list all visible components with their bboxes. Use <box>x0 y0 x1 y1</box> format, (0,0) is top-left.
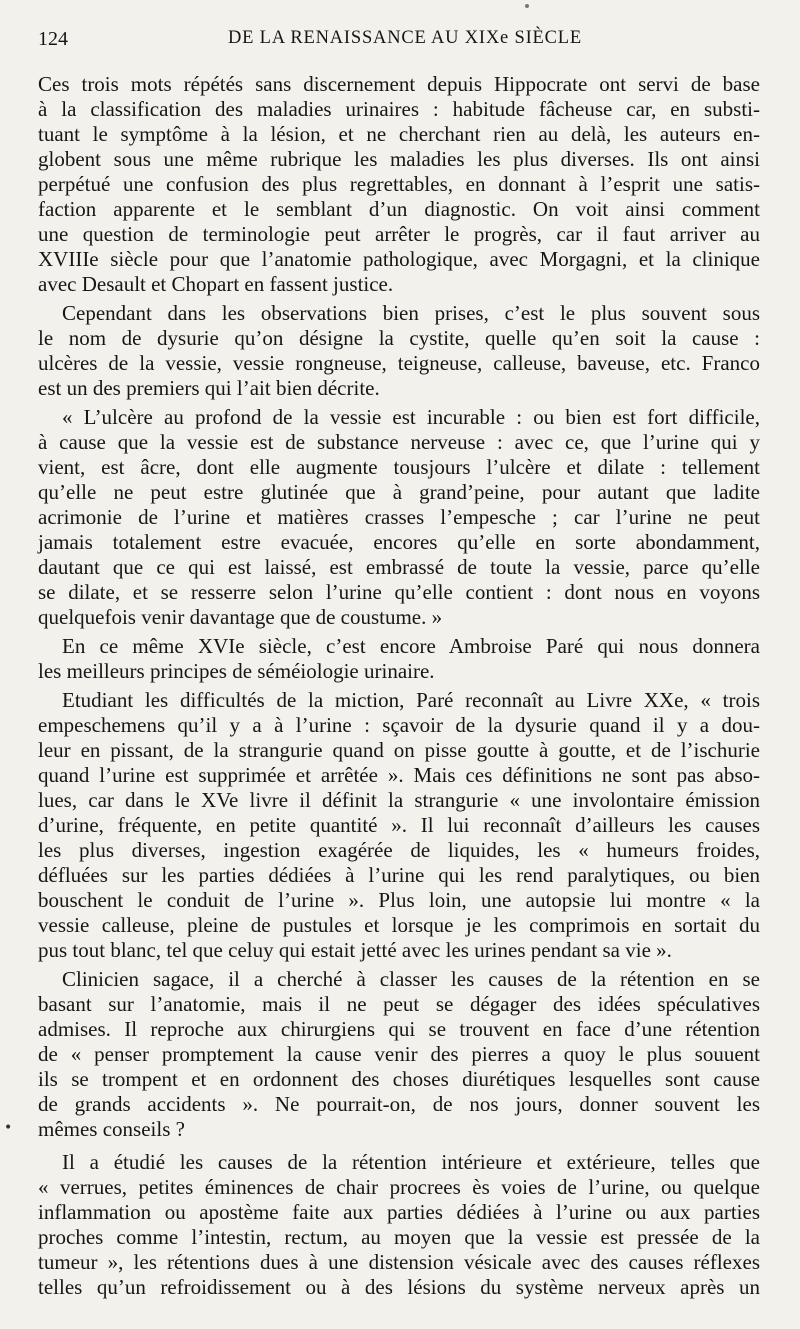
text-line: inflammation ou apostème faite aux parties dédiées à l’urine ou aux parties <box>38 1200 760 1224</box>
page-number: 124 <box>38 28 68 50</box>
text-line: vient, est âcre, dont elle augmente tousjours l’ulcère et dilate : tellement <box>38 455 760 479</box>
paragraph <box>38 967 760 1142</box>
text-line: pus tout blanc, tel que celuy qui estait jetté avec les urines pendant sa vie ». <box>38 938 672 962</box>
text-line: telles qu’un refroidissement ou à des lésions du système nerveux après un <box>38 1275 760 1299</box>
text-line: perpétué une confusion des plus regrettables, en donnant à l’esprit une satis- <box>38 172 760 196</box>
text-line: de « penser promptement la cause venir des pierres a quoy le plus souuent <box>38 1042 760 1066</box>
print-speck <box>525 4 529 8</box>
text-line: qu’elle ne peut estre glutinée que à grand’peine, pour autant que ladite <box>38 480 760 504</box>
text-line: les plus diverses, ingestion exagérée de liquides, les « humeurs froides, <box>38 838 760 862</box>
text-line: « L’ulcère au profond de la vessie est incurable : ou bien est fort difficile, <box>62 405 760 429</box>
text-line: Etudiant les difficultés de la miction, Paré reconnaît au Livre XXe, « trois <box>62 688 760 712</box>
text-line: ils se trompent et en ordonnent des choses diurétiques lesquelles sont cause <box>38 1067 760 1091</box>
text-line: « verrues, petites éminences de chair procrees ès voies de l’urine, ou quelque <box>38 1175 760 1199</box>
text-line: lues, car dans le XVe livre il définit la strangurie « une involontaire émission <box>38 788 760 812</box>
text-line: globent sous une même rubrique les maladies les plus diverses. Ils ont ainsi <box>38 147 760 171</box>
text-line: Clinicien sagace, il a cherché à classer les causes de la rétention en se <box>62 967 760 991</box>
text-line: tumeur », les rétentions dues à une distension vésicale avec des causes réflexes <box>38 1250 760 1274</box>
text-line: avec Desault et Chopart en fassent justice. <box>38 272 394 296</box>
text-line: le nom de dysurie qu’on désigne la cystite, quelle qu’en soit la cause : <box>38 326 760 350</box>
margin-mark: • <box>4 1120 13 1136</box>
text-line: faction apparente et le semblant d’un diagnostic. On voit ainsi comment <box>38 197 760 221</box>
text-line: admises. Il reproche aux chirurgiens qui se trouvent en face d’une rétention <box>38 1017 760 1041</box>
paragraph <box>38 405 760 630</box>
text-line: ulcères de la vessie, vessie rongneuse, teigneuse, calleuse, baveuse, etc. Franco <box>38 351 760 375</box>
text-line: quelquefois venir davantage que de coustume. » <box>38 605 443 629</box>
text-line: se dilate, et se resserre selon l’urine qu’elle contient : dont nous en voyons <box>38 580 760 604</box>
text-line: de grands accidents ». Ne pourrait-on, de nos jours, donner souvent les <box>38 1092 760 1116</box>
text-line: vessie calleuse, pleine de pustules et lorsque je les comprimois en sortait du <box>38 913 760 937</box>
paragraph <box>38 301 760 401</box>
text-line: XVIIIe siècle pour que l’anatomie pathologique, avec Morgagni, et la clinique <box>38 247 760 271</box>
text-line: tuant le symptôme à la lésion, et ne cherchant rien au delà, les auteurs en- <box>38 122 760 146</box>
text-line: quand l’urine est supprimée et arrêtée ». Mais ces définitions ne sont pas abso- <box>38 763 760 787</box>
text-line: acrimonie de l’urine et matières crasses l’empesche ; car l’urine ne peut <box>38 505 760 529</box>
page-header <box>38 26 760 54</box>
paragraph <box>38 1150 760 1300</box>
text-line: les meilleurs principes de séméiologie urinaire. <box>38 659 435 683</box>
paragraph <box>38 72 760 297</box>
text-line: Ces trois mots répétés sans discernement depuis Hippocrate ont servi de base <box>38 72 760 96</box>
text-line: Cependant dans les observations bien prises, c’est le plus souvent sous <box>62 301 760 325</box>
text-line: empeschemens qu’il y a à l’urine : sçavoir de la dysurie quand il y a dou- <box>38 713 760 737</box>
text-line: leur en pissant, de la strangurie quand on pisse goutte à goutte, et de l’ischurie <box>38 738 760 762</box>
body-text <box>38 72 760 1300</box>
paragraph <box>38 688 760 963</box>
text-line: mêmes conseils ? <box>38 1117 185 1141</box>
text-line: Il a étudié les causes de la rétention intérieure et extérieure, telles que <box>62 1150 760 1174</box>
text-line: est un des premiers qui l’ait bien décrite. <box>38 376 380 400</box>
text-line: proches comme l’intestin, rectum, au moyen que la vessie est pressée de la <box>38 1225 760 1249</box>
running-head: DE LA RENAISSANCE AU XIXe SIÈCLE <box>228 28 582 48</box>
text-line: bouschent le conduit de l’urine ». Plus loin, une autopsie lui montre « la <box>38 888 760 912</box>
text-line: En ce même XVIe siècle, c’est encore Ambroise Paré qui nous donnera <box>62 634 760 658</box>
text-line: à la classification des maladies urinaires : habitude fâcheuse car, en substi- <box>38 97 760 121</box>
text-line: basant sur l’anatomie, mais il ne peut se dégager des idées spéculatives <box>38 992 760 1016</box>
text-line: d’urine, fréquente, en petite quantité ». Il lui reconnaît d’ailleurs les causes <box>38 813 760 837</box>
text-line: une question de terminologie peut arrêter le progrès, car il faut arriver au <box>38 222 760 246</box>
text-line: à cause que la vessie est de substance nerveuse : avec ce, que l’urine qui y <box>38 430 760 454</box>
text-line: dautant que ce qui est laissé, est embrassé de toute la vessie, parce qu’elle <box>38 555 760 579</box>
text-line: défluées sur les parties dédiées à l’urine qui les rend paralytiques, ou bien <box>38 863 760 887</box>
text-line: jamais totalement estre evacuée, encores qu’elle en sorte abondamment, <box>38 530 760 554</box>
paragraph <box>38 634 760 684</box>
